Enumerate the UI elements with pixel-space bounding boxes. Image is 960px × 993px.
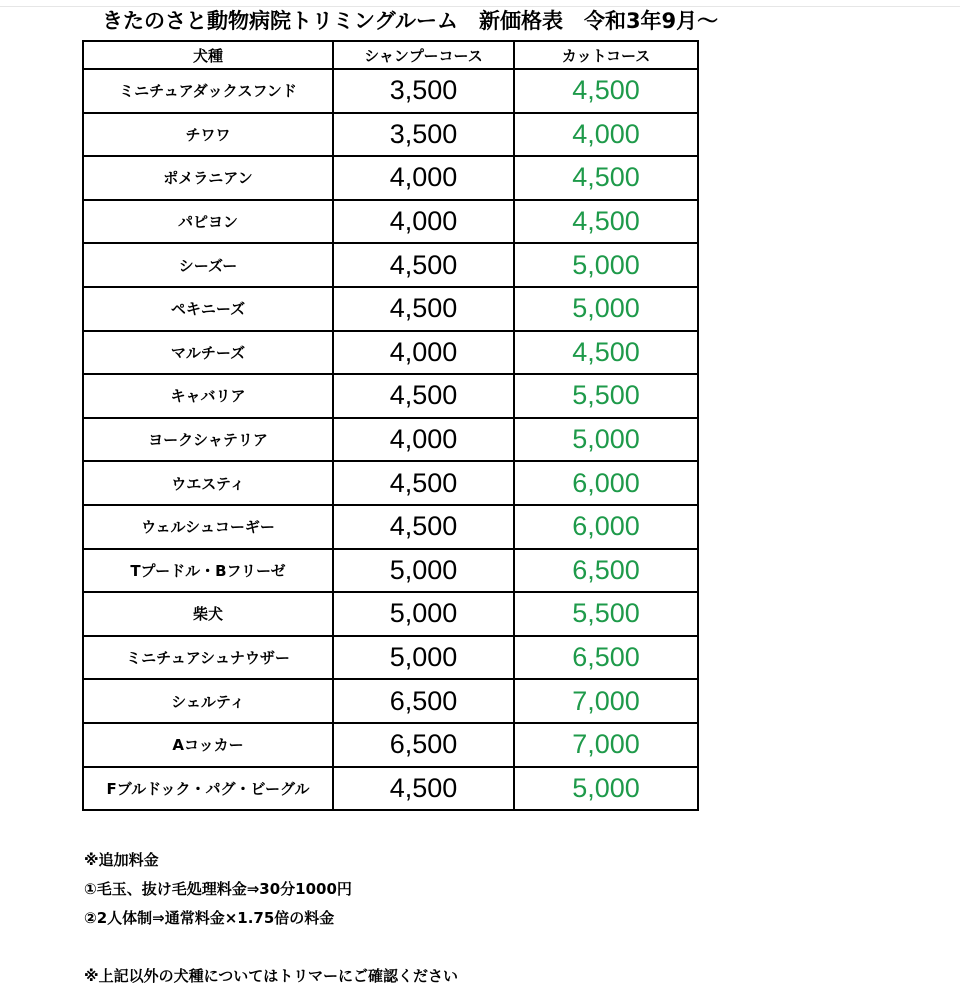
table-row [83,549,698,593]
page-title: きたのさと動物病院トリミングルーム 新価格表 令和3年9月〜 [102,9,719,33]
cut-price-cell: 7,000 [514,723,698,767]
table-row [83,592,698,636]
table-row [83,69,698,113]
cut-price-cell: 5,500 [514,592,698,636]
breed-cell: パピヨン [83,200,333,244]
header-cut-course: カットコース [514,41,698,69]
table-header-row [83,41,698,69]
shampoo-price-cell: 4,000 [333,200,514,244]
notes-footer: ※上記以外の犬種についてはトリマーにご確認ください [84,967,458,985]
cut-price-cell: 7,000 [514,679,698,723]
cut-price-cell: 5,500 [514,374,698,418]
price-table [82,40,699,811]
shampoo-price-cell: 6,500 [333,679,514,723]
table-row [83,287,698,331]
breed-cell: 柴犬 [83,592,333,636]
breed-cell: Tプードル・Bフリーゼ [83,549,333,593]
notes-heading: ※追加料金 [84,851,159,869]
cut-price-cell: 6,500 [514,636,698,680]
shampoo-price-cell: 3,500 [333,69,514,113]
cut-price-cell: 4,000 [514,113,698,157]
table-row [83,113,698,157]
shampoo-price-cell: 4,000 [333,156,514,200]
breed-cell: キャバリア [83,374,333,418]
note-item-1: ①毛玉、抜け毛処理料金⇒30分1000円 [84,880,352,898]
table-row [83,156,698,200]
cut-price-cell: 5,000 [514,243,698,287]
table-row [83,636,698,680]
breed-cell: ミニチュアシュナウザー [83,636,333,680]
shampoo-price-cell: 6,500 [333,723,514,767]
table-row [83,243,698,287]
cut-price-cell: 5,000 [514,287,698,331]
cut-price-cell: 5,000 [514,767,698,811]
table-row [83,331,698,375]
cut-price-cell: 6,000 [514,461,698,505]
shampoo-price-cell: 5,000 [333,592,514,636]
table-row [83,723,698,767]
breed-cell: ポメラニアン [83,156,333,200]
cut-price-cell: 4,500 [514,156,698,200]
breed-cell: マルチーズ [83,331,333,375]
notes-section [84,846,458,991]
header-breed: 犬種 [83,41,333,69]
header-shampoo-course: シャンプーコース [333,41,514,69]
shampoo-price-cell: 4,500 [333,505,514,549]
cut-price-cell: 6,500 [514,549,698,593]
shampoo-price-cell: 4,500 [333,243,514,287]
note-item-2: ②2人体制⇒通常料金×1.75倍の料金 [84,909,335,927]
breed-cell: Aコッカー [83,723,333,767]
cut-price-cell: 5,000 [514,418,698,462]
table-row [83,679,698,723]
breed-cell: チワワ [83,113,333,157]
breed-cell: ミニチュアダックスフンド [83,69,333,113]
breed-cell: Fブルドック・パグ・ビーグル [83,767,333,811]
shampoo-price-cell: 3,500 [333,113,514,157]
shampoo-price-cell: 4,500 [333,287,514,331]
table-row [83,418,698,462]
table-row [83,767,698,811]
cut-price-cell: 4,500 [514,200,698,244]
shampoo-price-cell: 4,500 [333,374,514,418]
shampoo-price-cell: 4,000 [333,331,514,375]
table-row [83,200,698,244]
breed-cell: シェルティ [83,679,333,723]
breed-cell: ヨークシャテリア [83,418,333,462]
shampoo-price-cell: 4,500 [333,461,514,505]
cut-price-cell: 4,500 [514,331,698,375]
breed-cell: ペキニーズ [83,287,333,331]
shampoo-price-cell: 5,000 [333,636,514,680]
table-row [83,505,698,549]
breed-cell: シーズー [83,243,333,287]
cut-price-cell: 4,500 [514,69,698,113]
table-row [83,374,698,418]
breed-cell: ウェルシュコーギー [83,505,333,549]
cut-price-cell: 6,000 [514,505,698,549]
shampoo-price-cell: 4,500 [333,767,514,811]
table-row [83,461,698,505]
shampoo-price-cell: 5,000 [333,549,514,593]
breed-cell: ウエスティ [83,461,333,505]
shampoo-price-cell: 4,000 [333,418,514,462]
